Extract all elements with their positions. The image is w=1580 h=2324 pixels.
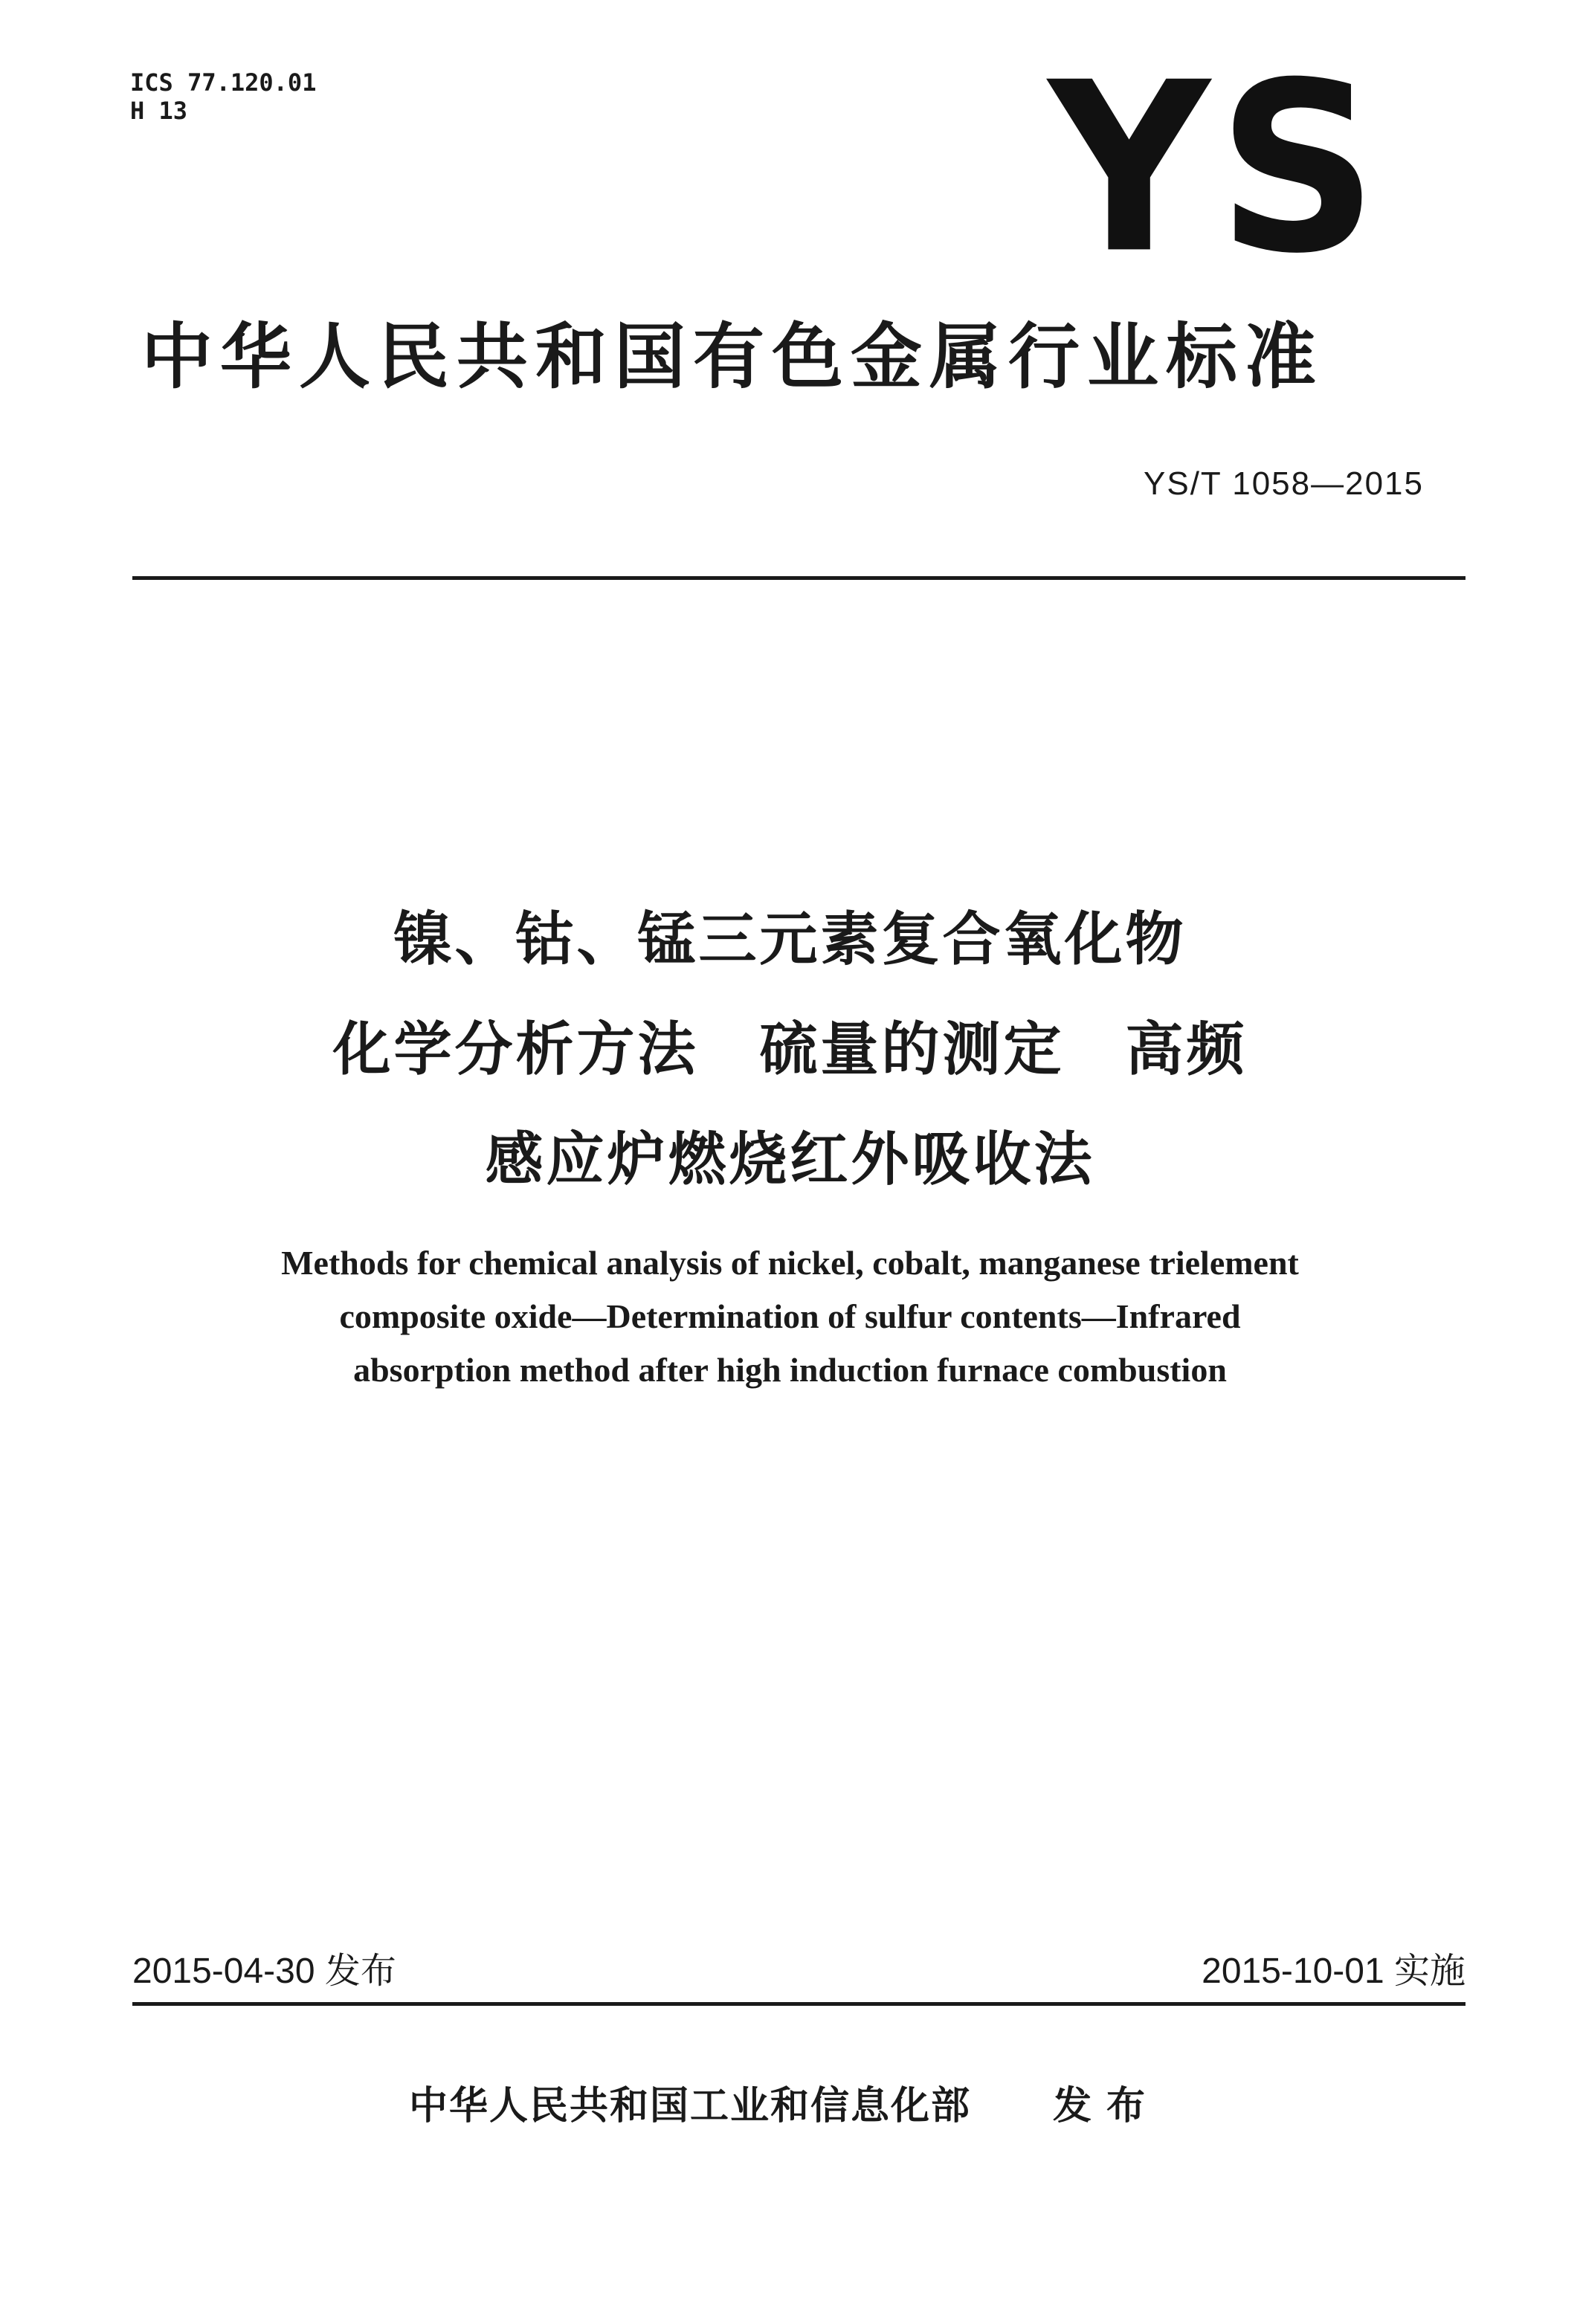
chinese-title-line: 镍、钴、锰三元素复合氧化物 bbox=[393, 906, 1187, 973]
english-title-line: absorption method after high induction furnace combustion bbox=[353, 1351, 1227, 1389]
standard-number: YS/T 1058—2015 bbox=[1144, 465, 1424, 502]
top-divider bbox=[132, 576, 1465, 580]
classification-codes bbox=[130, 68, 316, 125]
english-title bbox=[0, 1236, 1580, 1397]
standard-category-title: 中华人民共和国有色金属行业标准 bbox=[141, 315, 1323, 398]
ccs-code: H 13 bbox=[130, 97, 188, 125]
chinese-title bbox=[0, 885, 1580, 1215]
issuing-authority bbox=[409, 2074, 1160, 2130]
issue-date: 2015-04-30 发布 bbox=[132, 1952, 396, 1991]
bottom-divider bbox=[132, 2002, 1465, 2006]
english-title-line: composite oxide—Determination of sulfur contents—Infrared bbox=[339, 1297, 1241, 1335]
issuer-action: 发布 bbox=[1053, 2084, 1161, 2128]
english-title-line: Methods for chemical analysis of nickel, cobalt, manganese trielement bbox=[281, 1244, 1299, 1282]
ys-logo: YS bbox=[1048, 32, 1386, 305]
chinese-title-line: 感应炉燃烧红外吸收法 bbox=[485, 1126, 1095, 1193]
chinese-title-line: 化学分析方法 硫量的测定 高频 bbox=[332, 1016, 1248, 1083]
ics-code: ICS 77.120.01 bbox=[130, 68, 317, 97]
implementation-date: 2015-10-01 实施 bbox=[1202, 1952, 1465, 1991]
issuer-name: 中华人民共和国工业和信息化部 bbox=[409, 2084, 972, 2128]
